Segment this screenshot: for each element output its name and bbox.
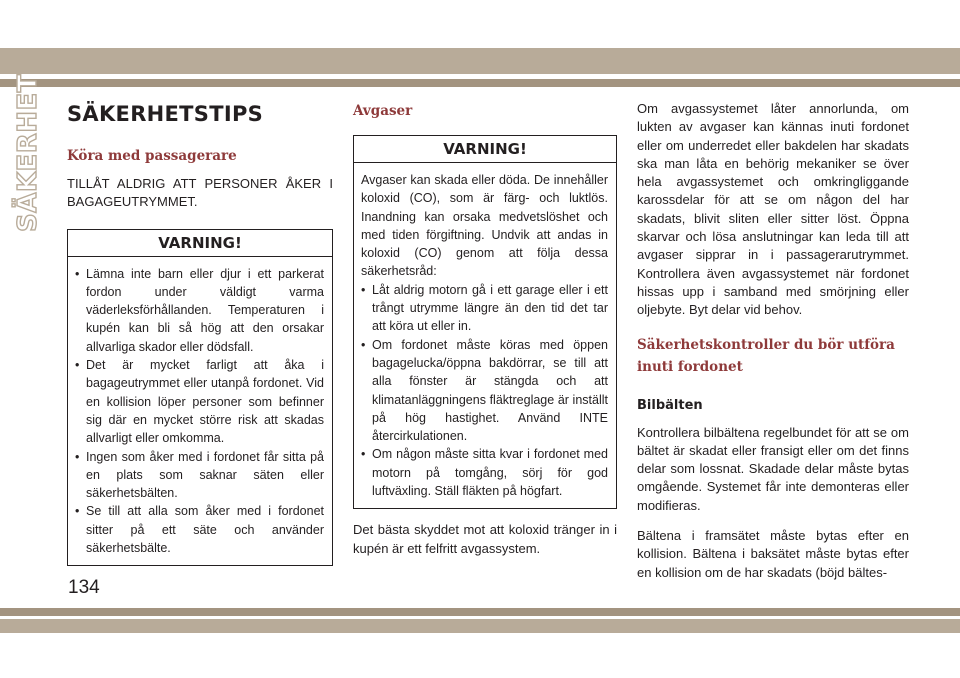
column-middle <box>353 100 617 558</box>
seatbelt-paragraph-1: Kontrollera bilbältena regelbundet för att se om bältet är skadat eller fransigt eller om det finns delar som lossnat. Skadade delar måste bytas omgående. Systemet får inte demonteras eller modifieras. <box>637 424 909 513</box>
warning-intro: Avgaser kan skada eller döda. De innehåller koloxid (CO), som är färg- och luktlös. Inandning kan orsaka medvetslöshet och med tiden förgiftning. Undvik att andas in koloxid (CO) genom att följa dessa säkerhetsråd: <box>361 173 608 279</box>
header-rule <box>0 79 960 87</box>
warning-title: VARNING! <box>354 136 616 163</box>
warning-list <box>361 281 608 501</box>
column-left <box>67 100 333 566</box>
exhaust-protection-text: Det bästa skyddet mot att koloxid tränger in i kupén är ett felfritt avgassystem. <box>353 522 617 556</box>
minorheading-seatbelts: Bilbälten <box>637 397 703 413</box>
warning-item: • Om någon måste sitta kvar i fordonet med motorn på tomgång, sörj för god luftväxling. Ställ fläkten på högfart. <box>361 445 608 500</box>
seatbelt-paragraph-2: Bältena i framsätet måste bytas efter en kollision. Bältena i baksätet måste bytas efter en kollision om de har skadats (böjd bältes- <box>637 528 909 580</box>
subheading-passengers: Köra med passagerare <box>67 148 237 164</box>
warning-title: VARNING! <box>68 230 332 257</box>
footer-band <box>0 619 960 633</box>
warning-item: • Det är mycket farligt att åka i bagageutrymmet eller utanpå fordonet. Vid en kollision löper personer som befinner sig där en mycket större risk att skadas allvarligt eller omkomma. <box>75 356 324 447</box>
subheading-safety-checks: Säkerhetskontroller du bör utföra inuti fordonet <box>637 336 895 375</box>
warning-item: • Om fordonet måste köras med öppen bagagelucka/öppna bakdörrar, se till att alla fönster är stängda och att klimatanläggningens fläktreglage är inställt på hög hastighet. Använd INTE återcirkulationen. <box>361 336 608 446</box>
warning-item: • Låt aldrig motorn gå i ett garage eller i ett trångt utrymme längre än den tid det tar att köra ut eller in. <box>361 281 608 336</box>
column-right <box>637 100 909 582</box>
page-number: 134 <box>68 577 100 598</box>
footer-rule <box>0 608 960 616</box>
header-band <box>0 48 960 74</box>
page-title: SÄKERHETSTIPS <box>67 102 264 126</box>
warning-item: • Lämna inte barn eller djur i ett parkerat fordon under väldigt varma väderleksförhållanden. Temperaturen i kupén kan bli så hög att den orsakar allvarliga skador eller dödsfall. <box>75 265 324 356</box>
warning-box-exhaust <box>353 135 617 509</box>
warning-list <box>75 265 324 558</box>
warning-box-passengers <box>67 229 333 567</box>
intro-text: TILLÅT ALDRIG ATT PERSONER ÅKER I BAGAGEUTRYMMET. <box>67 176 333 210</box>
warning-item: • Ingen som åker med i fordonet får sitta på en plats som saknar säten eller säkerhetsbälten. <box>75 448 324 503</box>
section-side-tab <box>10 73 46 233</box>
warning-item: • Se till att alla som åker med i fordonet sitter på ett säte och använder säkerhetsbälte. <box>75 502 324 557</box>
exhaust-system-paragraph: Om avgassystemet låter annorlunda, om lukten av avgaser kan kännas inuti fordonet eller om underredet eller bakdelen har skadats ska man låta en behörig mekaniker se över hela avgassystemet och omkringliggande karossdelar för att se om någon del har skadats, blivit sliten eller sitter löst. Öppna skarvar och lösa anslutningar kan leda till att avgaser sipprar in i passagerarutrymmet. Kontrollera även avgassystemet när fordonet hissas upp i samband med smörjning eller oljebyte. Byt delar vid behov. <box>637 101 909 318</box>
section-side-tab-label: SÄKERHET <box>13 73 44 233</box>
subheading-exhaust: Avgaser <box>353 103 413 119</box>
